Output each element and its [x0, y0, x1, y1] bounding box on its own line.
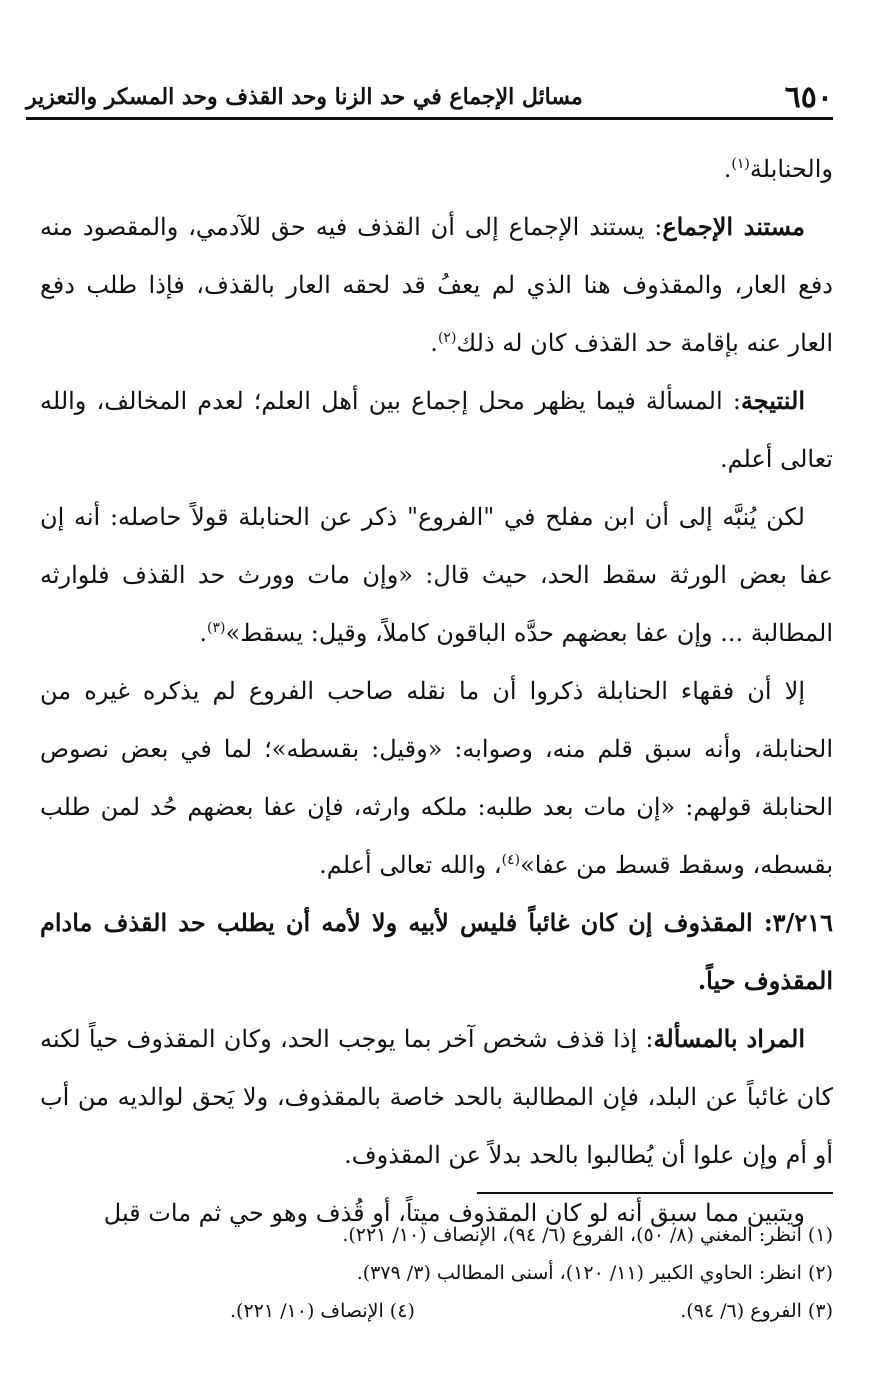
- footnote-2: (٢) انظر: الحاوي الكبير (١١/ ١٢٠)، أسنى المطالب (٣/ ٣٧٩).: [356, 1262, 833, 1284]
- footnote-ref-3: (٣): [206, 620, 226, 636]
- footnote-ref-2: (٢): [437, 330, 457, 346]
- main-text: [40, 140, 833, 1242]
- footnote-4: (٤) الإنصاف (١٠/ ٢٢١).: [230, 1300, 415, 1322]
- section-heading: [40, 894, 833, 1010]
- footnote-separator: [477, 1192, 833, 1194]
- section-title: المقذوف إن كان غائباً فليس لأبيه ولا لأمه أن يطلب حد القذف مادام المقذوف حياً.: [40, 908, 833, 995]
- paragraph-1: والحنابلة$^{(١)}$.: [723, 155, 833, 183]
- page-number: ٦٥٠: [784, 80, 833, 115]
- paragraph-continued: ويتبين مما سبق أنه لو كان المقذوف ميتاً، أو قُذف وهو حي ثم مات قبل: [103, 1199, 805, 1227]
- section-number: ٣/٢١٦:: [763, 908, 833, 937]
- footnote-3: (٣) الفروع (٦/ ٩٤).: [680, 1300, 833, 1322]
- paragraph-note: لكن يُنبَّه إلى أن ابن مفلح في "الفروع" ذكر عن الحنابلة قولاً حاصله: أنه إن عفا بعض الورثة سقط الحد، حيث قال: «وإن مات وورث حد القذف فلوارثه المطالبة ... وإن عفا بعضهم حدَّه الباقون كاملاً، وقيل: يسقط»$^{(٣)}$.: [40, 503, 833, 647]
- paragraph-ijma-basis: مستند الإجماع: يستند الإجماع إلى أن القذف فيه حق للآدمي، والمقصود منه دفع العار، والمقذوف هنا الذي لم يعفُ قد لحقه العار بالقذف، فإذا طلب دفع العار عنه بإقامة حد القذف كان له ذلك$^{(٢)}$.: [40, 212, 833, 357]
- running-title: مسائل الإجماع في حد الزنا وحد القذف وحد المسكر والتعزير: [26, 84, 583, 110]
- footnote-1: (١) انظر: المغني (٨/ ٥٠)، الفروع (٦/ ٩٤)، الإنصاف (١٠/ ٢٢١).: [342, 1224, 833, 1246]
- footnote-ref-1: (١): [731, 156, 750, 172]
- lead-term: المراد بالمسألة: [653, 1024, 805, 1053]
- page-header: [26, 80, 833, 116]
- lead-term: مستند الإجماع: [662, 212, 806, 241]
- paragraph-result: النتيجة: المسألة فيما يظهر محل إجماع بين أهل العلم؛ لعدم المخالف، والله تعالى أعلم.: [40, 386, 833, 473]
- footnote-row: [40, 1292, 833, 1330]
- footnote-ref-4: (٤): [501, 852, 521, 868]
- paragraph-correction: إلا أن فقهاء الحنابلة ذكروا أن ما نقله صاحب الفروع لم يذكره غيره من الحنابلة، وأنه سبق قلم منه، وصوابه: «وقيل: بقسطه»؛ لما في بعض نصوص الحنابلة قولهم: «إن مات بعد طلبه: ملكه وارثه، فإن عفا بعضهم حُد لمن طلب بقسطه، وسقط قسط من عفا»$^{(٤)}$، والله تعالى أعلم.: [40, 677, 833, 879]
- lead-term: النتيجة: [740, 386, 805, 415]
- header-rule: [26, 117, 833, 120]
- footnotes: [40, 1216, 833, 1330]
- paragraph-meaning: المراد بالمسألة: إذا قذف شخص آخر بما يوجب الحد، وكان المقذوف حياً لكنه كان غائباً عن البلد، فإن المطالبة بالحد خاصة بالمقذوف، ولا يَحق لوالديه من أب أو أم وإن علوا أن يُطالبوا بالحد بدلاً عن المقذوف.: [40, 1024, 833, 1169]
